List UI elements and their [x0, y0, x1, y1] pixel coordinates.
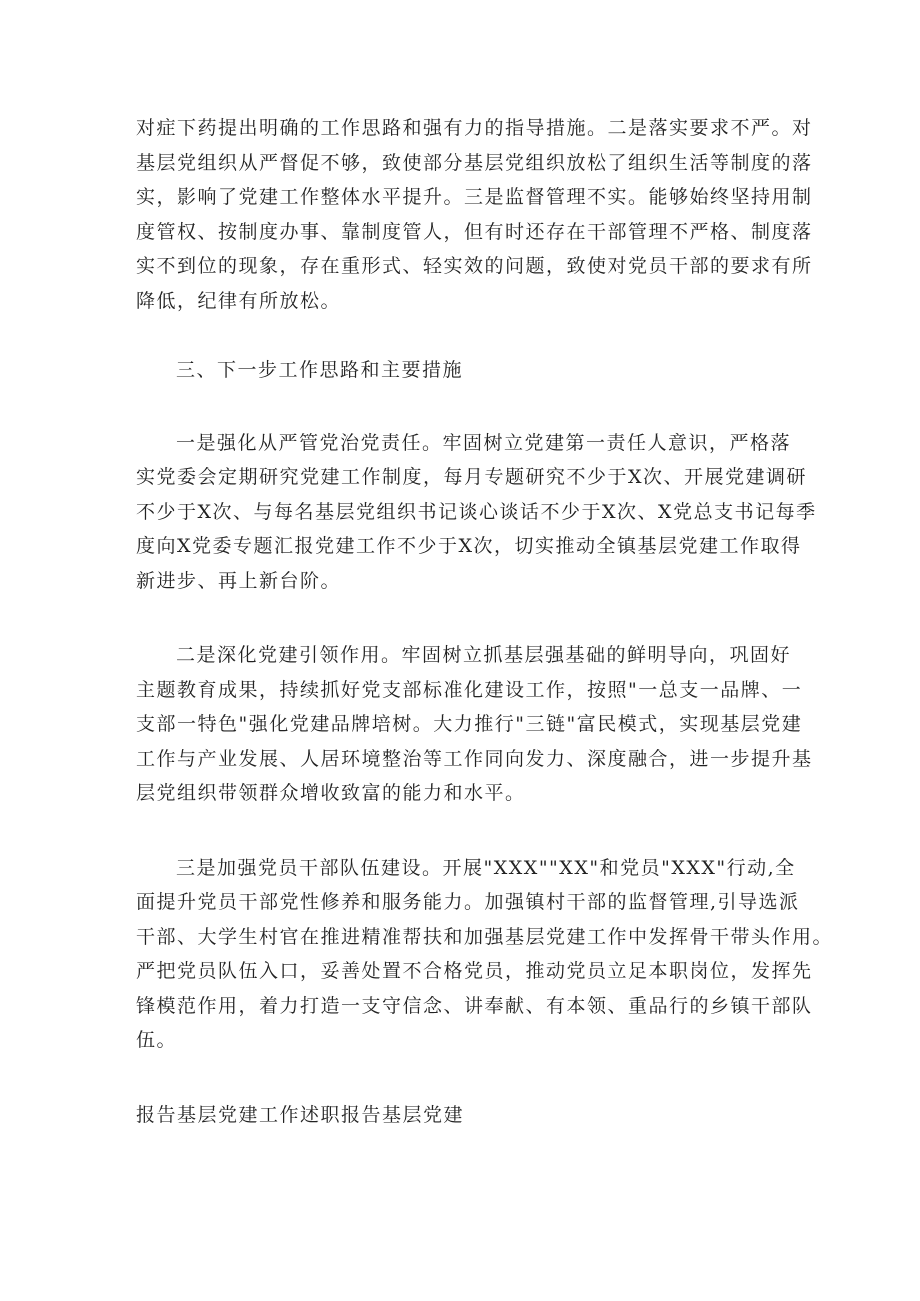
text-line: 新进步、再上新台阶。: [136, 569, 342, 592]
text-line: 干部、大学生村官在推进精准帮扶和加强基层党建工作中发挥骨干带头作用。: [136, 925, 834, 948]
paragraph-2: [136, 426, 817, 599]
document-page: [136, 111, 834, 1132]
section-heading: 三、下一步工作思路和主要措施: [176, 359, 464, 381]
text-line: 降低，纪律有所放松。: [136, 289, 342, 312]
paragraph-4: [136, 851, 834, 1058]
text-line: 基层党组织从严督促不够，致使部分基层党组织放松了组织生活等制度的落: [136, 151, 813, 174]
paragraph-1: [136, 111, 813, 318]
text-line: 一是强化从严管党治党责任。牢固树立党建第一责任人意识，严格落: [176, 431, 792, 454]
text-line: 锋模范作用，着力打造一支守信念、讲奉献、有本领、重品行的乡镇干部队: [136, 994, 813, 1017]
text-line: 实，影响了党建工作整体水平提升。三是监督管理不实。能够始终坚持用制: [136, 186, 813, 208]
text-line: 伍。: [136, 1029, 178, 1051]
text-line: 对症下药提出明确的工作思路和强有力的指导措施。二是落实要求不严。对: [136, 117, 813, 139]
text-line: 实党委会定期研究党建工作制度，每月专题研究不少于X次、开展党建调研: [136, 466, 808, 488]
paragraph-3: [136, 638, 813, 811]
text-line: 面提升党员干部党性修养和服务能力。加强镇村干部的监督管理,引导选派: [136, 891, 800, 913]
text-line: 三是加强党员干部队伍建设。开展"XXX""XX"和党员"XXX"行动,全: [176, 856, 796, 879]
text-line: 严把党员队伍入口，妥善处置不合格党员，推动党员立足本职岗位，发挥先: [136, 960, 813, 982]
text-line: 实不到位的现象，存在重形式、轻实效的问题，致使对党员干部的要求有所: [136, 255, 813, 277]
footer-line: 报告基层党建工作述职报告基层党建: [136, 1103, 465, 1126]
text-line: 二是深化党建引领作用。牢固树立抓基层强基础的鲜明导向，巩固好: [176, 644, 792, 666]
text-line: 度向X党委专题汇报党建工作不少于X次，切实推动全镇基层党建工作取得: [136, 535, 802, 557]
text-line: 支部一特色"强化党建品牌培树。大力推行"三链"富民模式，实现基层党建: [136, 713, 803, 735]
text-line: 层党组织带领群众增收致富的能力和水平。: [136, 782, 526, 804]
text-line: 主题教育成果，持续抓好党支部标准化建设工作，按照"一总支一品牌、一: [136, 678, 803, 701]
text-line: 工作与产业发展、人居环境整治等工作同向发力、深度融合，进一步提升基: [136, 747, 813, 770]
text-line: 不少于X次、与每名基层党组织书记谈心谈话不少于X次、X党总支书记每季: [136, 500, 817, 523]
text-line: 度管权、按制度办事、靠制度管人，但有时还存在干部管理不严格、制度落: [136, 220, 813, 243]
